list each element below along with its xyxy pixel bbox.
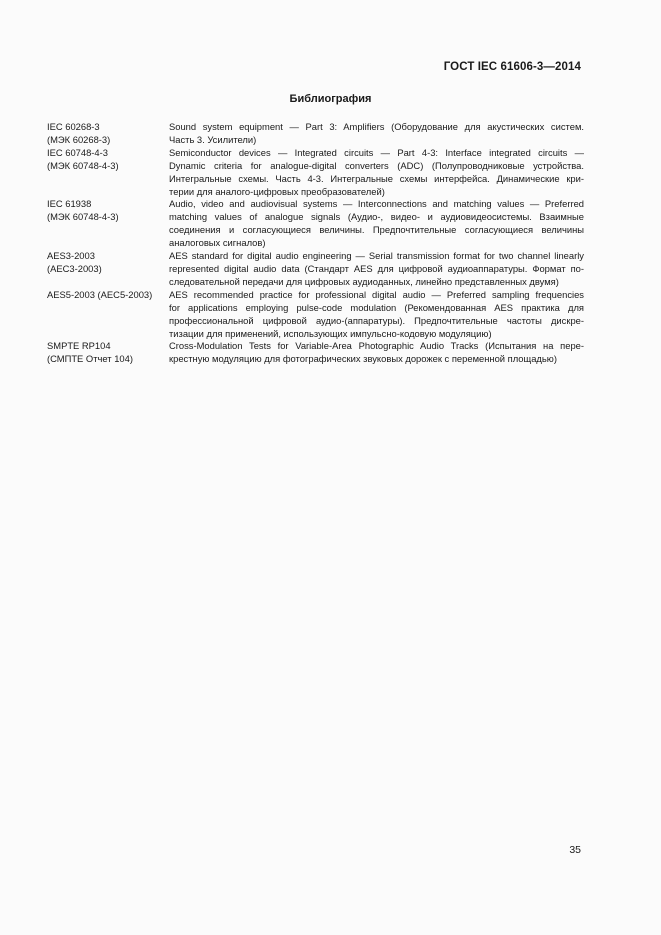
reference-code-line: (МЭК 60748-4-3) [47, 211, 119, 223]
bibliography-entry [47, 147, 584, 199]
reference-description-line: Dynamic criteria for analogue-digital converters (ADC) (Полупроводниковые устройства. [169, 159, 584, 171]
bibliography-list [47, 121, 584, 366]
reference-description [169, 340, 584, 366]
reference-description-line: AES standard for digital audio engineering — Serial transmission format for two channel linearly [169, 250, 584, 262]
reference-description-line: Sound system equipment — Part 3: Amplifiers (Оборудование для акустических систем. [169, 121, 584, 132]
reference-description [169, 289, 584, 341]
bibliography-entry [47, 289, 584, 341]
reference-description-line: Интегральные схемы. Часть 4-3. Интегральные схемы интерфейса. Динамические кри- [169, 172, 584, 184]
reference-description-line: matching values of analogue signals (Аудио-, видео- и аудиовидеосистемы. Взаимные [169, 211, 584, 223]
section-title: Библиография [289, 93, 372, 105]
reference-description-line: терии для аналого-цифровых преобразователей) [169, 185, 385, 197]
bibliography-entry [47, 121, 584, 147]
reference-code-line: AES3-2003 [47, 250, 95, 262]
reference-description [169, 198, 584, 250]
reference-code [47, 289, 169, 341]
reference-description-line: тизации для применений, использующих импульсно-кодовую модуляцию) [169, 327, 492, 339]
reference-code-line: (МЭК 60268-3) [47, 133, 111, 145]
reference-description-line: Часть 3. Усилители) [169, 133, 257, 145]
reference-code-line: IEC 60268-3 [47, 121, 100, 132]
reference-code-line: AES5-2003 (АЕС5-2003) [47, 288, 153, 300]
bibliography-entry [47, 250, 584, 289]
reference-description-line: Cross-Modulation Tests for Variable-Area Photographic Audio Tracks (Испытания на пере- [169, 340, 584, 352]
bibliography-entry [47, 340, 584, 366]
reference-description-line: represented digital audio data (Стандарт AES для цифровой аудиоаппаратуры. Формат по- [169, 262, 584, 274]
reference-code [47, 250, 169, 289]
bibliography-entry [47, 198, 584, 250]
reference-description-line: соединения и согласующиеся величины. Предпочтительные согласующиеся величины [169, 224, 584, 236]
reference-code-line: (СМПТЕ Отчет 104) [47, 353, 133, 365]
reference-description-line: Semiconductor devices — Integrated circuits — Part 4-3: Interface integrated circuits — [169, 146, 584, 158]
reference-description [169, 147, 584, 199]
reference-code-line: (МЭК 60748-4-3) [47, 159, 119, 171]
reference-code [47, 198, 169, 250]
reference-description-line: профессиональной цифровой аудио-(аппаратуры). Предпочтительные частоты дискре- [169, 314, 584, 326]
reference-description-line: Audio, video and audiovisual systems — Interconnections and matching values — Preferred [169, 198, 584, 210]
reference-description-line: аналоговых сигналов) [169, 237, 266, 249]
reference-description-line: for applications employing pulse-code modulation (Рекомендованная AES практика для [169, 301, 584, 313]
reference-code [47, 121, 169, 147]
reference-code-line: SMPTE RP104 [47, 340, 111, 352]
reference-description [169, 250, 584, 289]
reference-code [47, 147, 169, 199]
reference-description-line: крестную модуляцию для фотографических звуковых дорожек с переменной площадью) [169, 353, 557, 365]
reference-description [169, 121, 584, 147]
reference-code [47, 340, 169, 366]
reference-description-line: следовательной передачи для цифровых аудиоданных, линейно представленных двумя) [169, 275, 559, 287]
reference-description-line: AES recommended practice for professional digital audio — Preferred sampling frequencies [169, 288, 584, 300]
document-header: ГОСТ IEC 61606-3—2014 [443, 61, 581, 73]
reference-code-line: (АЕС3-2003) [47, 262, 102, 274]
page-number: 35 [569, 844, 581, 856]
reference-code-line: IEC 61938 [47, 198, 92, 210]
reference-code-line: IEC 60748-4-3 [47, 146, 108, 158]
